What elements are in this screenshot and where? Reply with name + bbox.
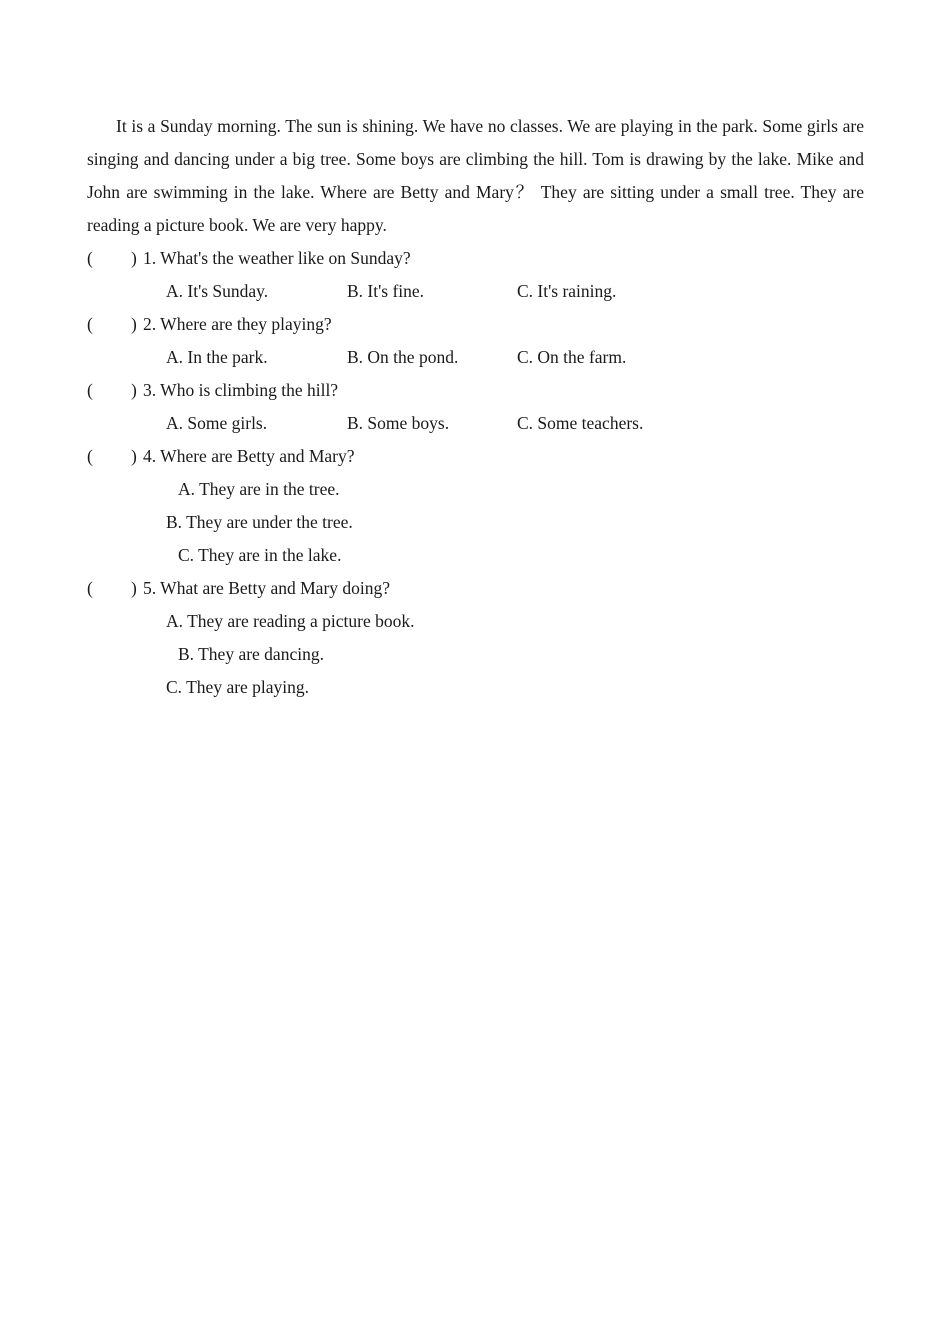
question-5-option-b-line	[0, 638, 950, 671]
question-4-option-a-line	[0, 473, 950, 506]
answer-blank-close: )	[131, 380, 137, 400]
question-2-options	[0, 341, 950, 374]
option-b: B. They are dancing.	[178, 644, 324, 664]
answer-blank-open: (	[87, 380, 93, 400]
question-5-option-a-line	[0, 605, 950, 638]
question-1	[0, 242, 950, 275]
question-2	[0, 308, 950, 341]
reading-passage: It is a Sunday morning. The sun is shining. We have no classes. We are playing in the park. Some girls are singing and dancing under a big tree. Some boys are climbing the hill. Tom is drawing by the lake. Mike and John are swimming in the lake. Where are Betty and Mary？ They are sitting under a small tree. They are reading a picture book. We are very happy.	[87, 116, 864, 235]
question-4-option-c-line	[0, 539, 950, 572]
option-c: C. They are in the lake.	[178, 545, 342, 565]
answer-blank-open: (	[87, 446, 93, 466]
option-a: A. They are reading a picture book.	[166, 611, 415, 631]
option-a: A. They are in the tree.	[178, 479, 340, 499]
question-text: 2. Where are they playing?	[143, 314, 332, 334]
option-c: C. Some teachers.	[517, 413, 644, 433]
option-a: A. In the park.	[166, 347, 268, 367]
question-3-options	[0, 407, 950, 440]
answer-blank-close: )	[131, 248, 137, 268]
option-b: B. Some boys.	[347, 413, 450, 433]
question-5-option-c-line	[0, 671, 950, 704]
question-4	[0, 440, 950, 473]
question-4-option-b-line	[0, 506, 950, 539]
answer-blank-close: )	[131, 578, 137, 598]
option-c: C. It's raining.	[517, 281, 617, 301]
option-b: B. On the pond.	[347, 347, 459, 367]
option-c: C. On the farm.	[517, 347, 627, 367]
question-text: 1. What's the weather like on Sunday?	[143, 248, 411, 268]
question-text: 4. Where are Betty and Mary?	[143, 446, 355, 466]
answer-blank-close: )	[131, 446, 137, 466]
option-a: A. It's Sunday.	[166, 281, 269, 301]
answer-blank-close: )	[131, 314, 137, 334]
question-5	[0, 572, 950, 605]
question-1-options	[0, 275, 950, 308]
question-3	[0, 374, 950, 407]
answer-blank-open: (	[87, 248, 93, 268]
question-text: 3. Who is climbing the hill?	[143, 380, 339, 400]
question-text: 5. What are Betty and Mary doing?	[143, 578, 391, 598]
option-b: B. They are under the tree.	[166, 512, 353, 532]
option-a: A. Some girls.	[166, 413, 268, 433]
option-c: C. They are playing.	[166, 677, 310, 697]
option-b: B. It's fine.	[347, 281, 425, 301]
answer-blank-open: (	[87, 578, 93, 598]
answer-blank-open: (	[87, 314, 93, 334]
